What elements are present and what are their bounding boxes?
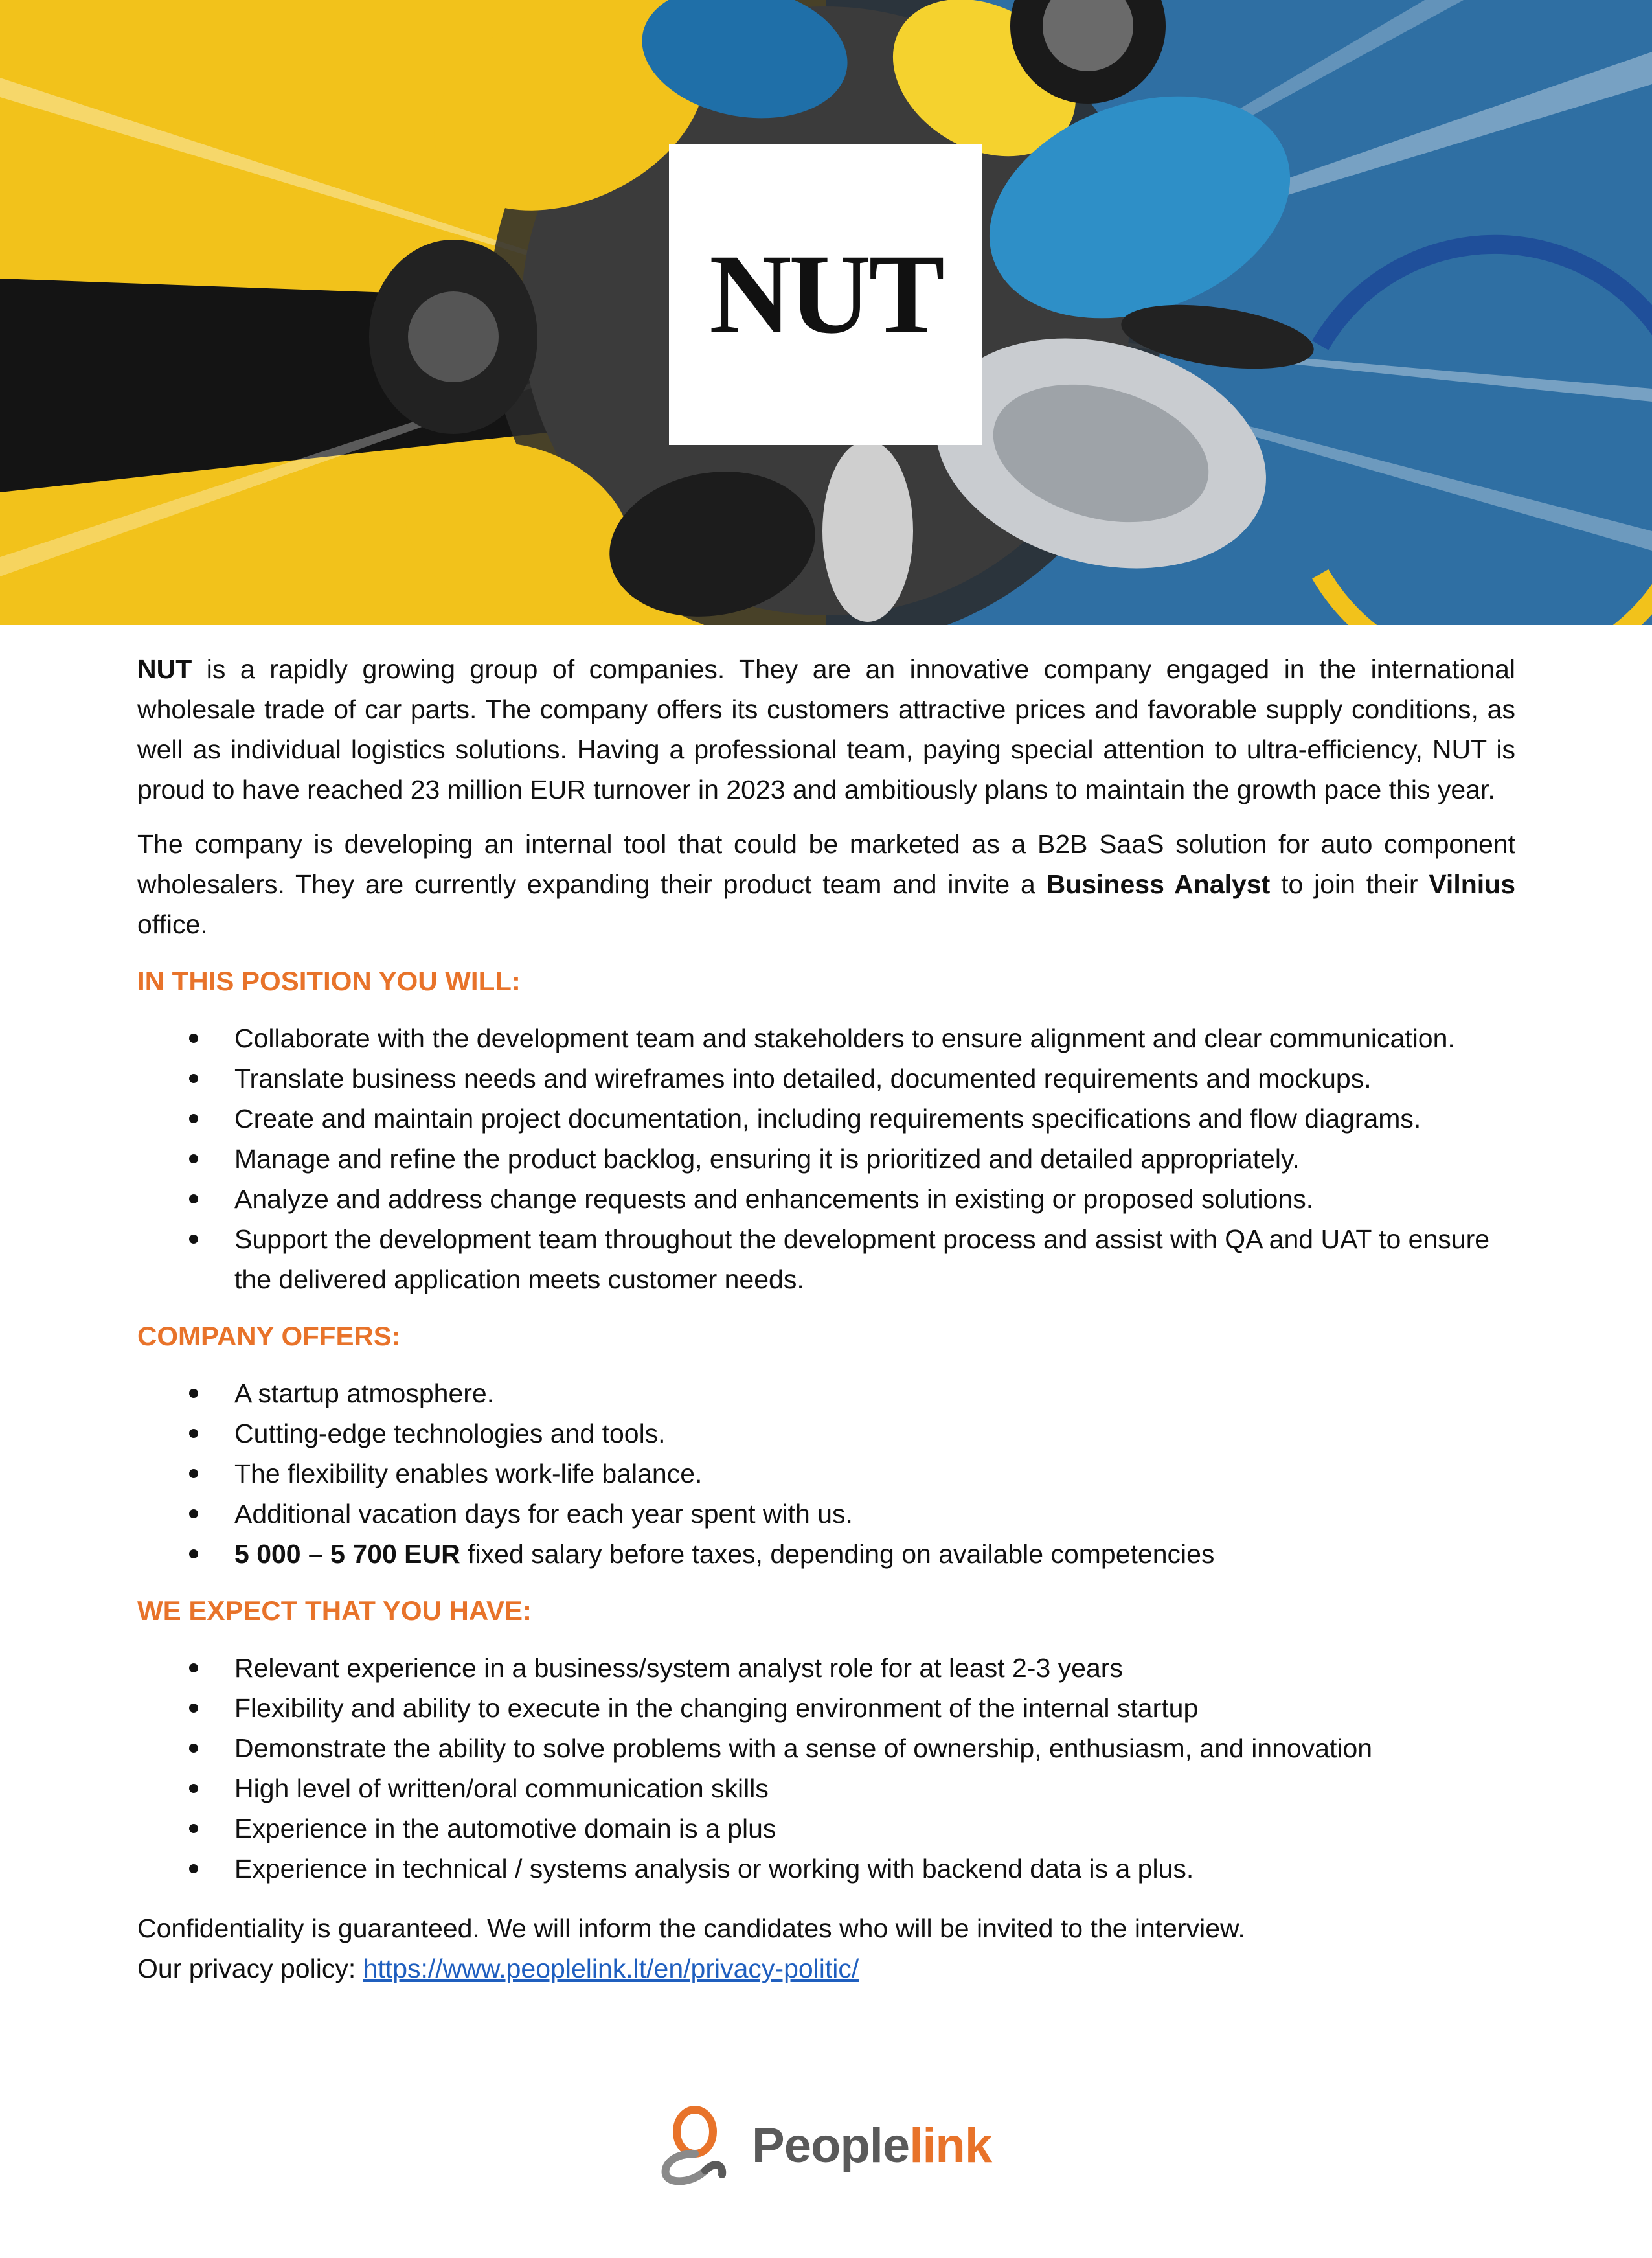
list-item: Additional vacation days for each year spent with us. [137, 1494, 1515, 1534]
intro-paragraph-2-text-a: The company is developing an internal tool that could be marketed as a B2B SaaS solution for auto component wholesalers. They are currently expanding their product team and invite a [137, 829, 1515, 899]
position-list [137, 1018, 1515, 1299]
peoplelink-wordmark [752, 2117, 991, 2174]
nut-logo-arcs [669, 144, 1652, 625]
hero-banner [0, 0, 1652, 625]
expect-list [137, 1648, 1515, 1889]
list-item: Analyze and address change requests and enhancements in existing or proposed solutions. [137, 1179, 1515, 1219]
offers-list [137, 1373, 1515, 1574]
peoplelink-mark-icon [657, 2103, 735, 2187]
list-item: Experience in technical / systems analysis or working with backend data is a plus. [137, 1849, 1515, 1889]
salary-item [137, 1534, 1515, 1574]
list-item: Manage and refine the product backlog, ensuring it is prioritized and detailed appropriately. [137, 1139, 1515, 1179]
privacy-label: Our privacy policy: [137, 1954, 363, 1983]
list-item: The flexibility enables work-life balance. [137, 1454, 1515, 1494]
salary-range: 5 000 – 5 700 EUR [234, 1539, 460, 1569]
intro-paragraph-2-text-c: office. [137, 909, 208, 939]
section-heading-expect: WE EXPECT THAT YOU HAVE: [137, 1595, 532, 1626]
list-item: Support the development team throughout the development process and assist with QA and UAT to ensure the delivered application meets customer needs. [137, 1219, 1515, 1299]
confidentiality-note: Confidentiality is guaranteed. We will inform the candidates who will be invited to the interview. [137, 1913, 1245, 1943]
list-item: A startup atmosphere. [137, 1373, 1515, 1413]
peoplelink-logo [657, 2103, 991, 2187]
office-city: Vilnius [1429, 869, 1515, 899]
intro-paragraph-1-text: is a rapidly growing group of companies. They are an innovative company engaged in the international wholesale trade of car parts. The company offers its customers attractive prices and favorable supply conditions, as well as individual logistics solutions. Having a professional team, paying special attention to ultra-efficiency, NUT is proud to have reached 23 million EUR turnover in 2023 and ambitiously plans to maintain the growth pace this year. [137, 654, 1515, 804]
section-heading-offers: COMPANY OFFERS: [137, 1321, 401, 1351]
list-item: Create and maintain project documentation, including requirements specifications and flow diagrams. [137, 1099, 1515, 1139]
list-item: Demonstrate the ability to solve problems with a sense of ownership, enthusiasm, and innovation [137, 1728, 1515, 1768]
list-item: Collaborate with the development team and stakeholders to ensure alignment and clear communication. [137, 1018, 1515, 1058]
list-item: Experience in the automotive domain is a plus [137, 1808, 1515, 1849]
intro-paragraph-2-text-b: to join their [1270, 869, 1429, 899]
company-name: NUT [137, 654, 192, 684]
peoplelink-wordmark-part2: link [909, 2117, 992, 2173]
list-item: Relevant experience in a business/system analyst role for at least 2-3 years [137, 1648, 1515, 1688]
list-item: Cutting-edge technologies and tools. [137, 1413, 1515, 1454]
salary-text: fixed salary before taxes, depending on available competencies [460, 1539, 1215, 1569]
role-title: Business Analyst [1046, 869, 1271, 899]
intro-paragraph-2 [137, 824, 1515, 944]
job-description [137, 649, 1515, 1989]
peoplelink-wordmark-part1: People [752, 2117, 910, 2173]
nut-logo-text: NUT [709, 231, 942, 358]
privacy-policy-link[interactable]: https://www.peoplelink.lt/en/privacy-politic/ [363, 1954, 859, 1983]
list-item: Translate business needs and wireframes into detailed, documented requirements and mockups. [137, 1058, 1515, 1099]
closing-block [137, 1908, 1515, 1989]
section-heading-position: IN THIS POSITION YOU WILL: [137, 966, 521, 996]
list-item: Flexibility and ability to execute in the changing environment of the internal startup [137, 1688, 1515, 1728]
list-item: High level of written/oral communication skills [137, 1768, 1515, 1808]
privacy-line [137, 1948, 1515, 1989]
intro-paragraph-1 [137, 649, 1515, 810]
nut-logo-card [669, 144, 982, 445]
